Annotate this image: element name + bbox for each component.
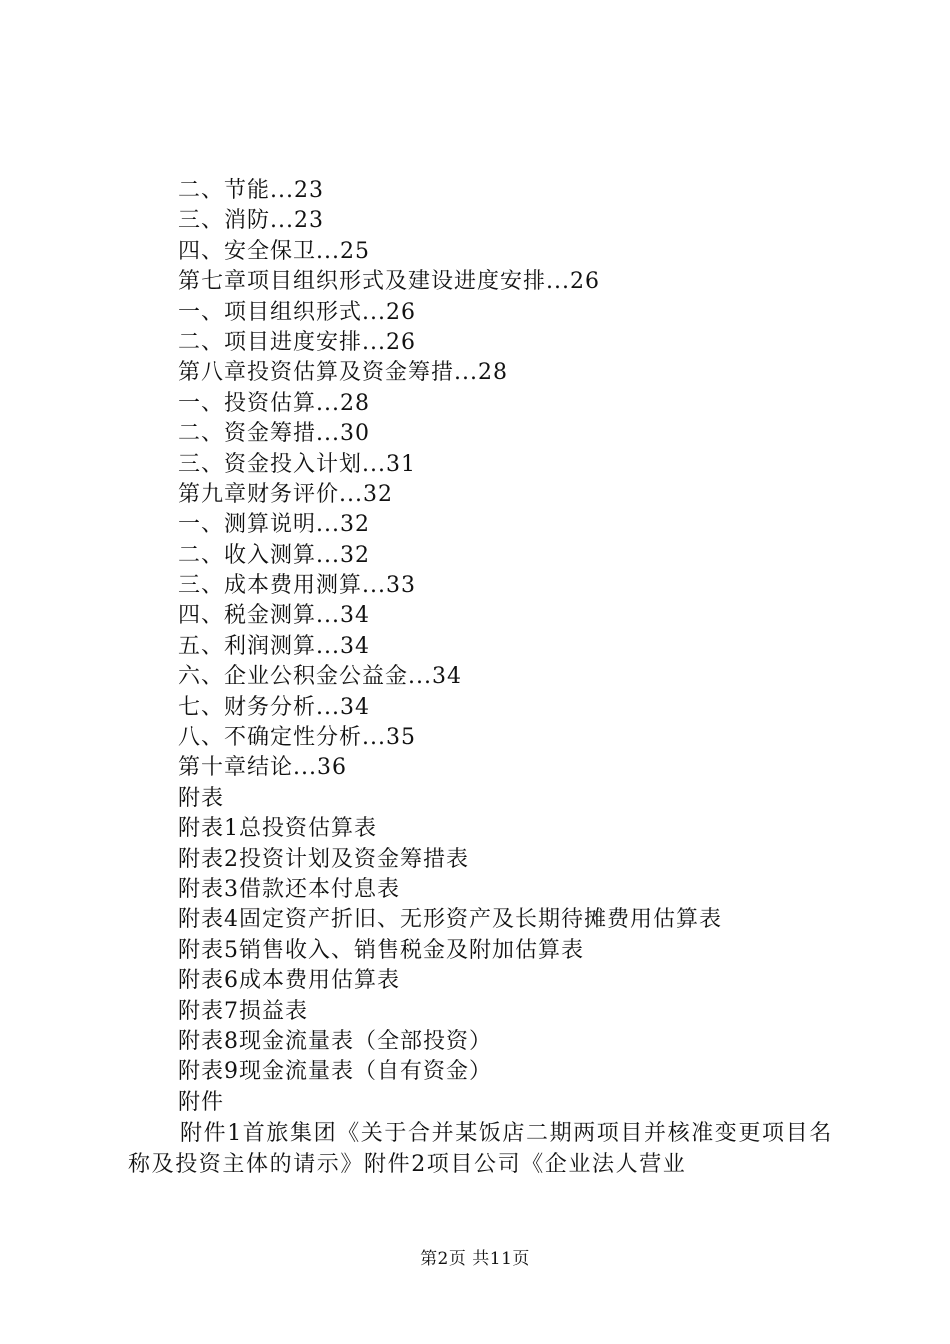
toc-item: 二、收入测算...32	[178, 542, 370, 568]
toc-item: 三、成本费用测算...33	[178, 573, 416, 599]
toc-item: 二、节能...23	[178, 178, 324, 203]
toc-item: 附件	[178, 1089, 225, 1115]
toc-item: 四、安全保卫...25	[178, 238, 370, 264]
toc-item: 附表1总投资估算表	[178, 816, 377, 842]
attachment-paragraph: 附件1首旅集团《关于合并某饭店二期两项目并核准变更项目名称及投资主体的请示》附件2项目公司《企业法人营业	[128, 1121, 833, 1177]
toc-item: 八、不确定性分析...35	[178, 725, 416, 751]
toc-item: 五、利润测算...34	[178, 633, 370, 659]
toc-item: 附表9现金流量表（自有资金）	[178, 1059, 492, 1085]
toc-item: 一、投资估算...28	[178, 390, 370, 416]
toc-item: 附表2投资计划及资金筹措表	[178, 846, 469, 872]
toc-item: 附表3借款还本付息表	[178, 876, 400, 902]
toc-item: 四、税金测算...34	[178, 603, 370, 629]
toc-item: 第八章投资估算及资金筹措...28	[178, 360, 508, 386]
toc-item: 附表7损益表	[178, 998, 308, 1024]
toc-item: 一、测算说明...32	[178, 512, 370, 538]
toc-item: 第十章结论...36	[178, 755, 347, 781]
toc-item: 三、资金投入计划...31	[178, 451, 416, 477]
toc-item: 附表6成本费用估算表	[178, 968, 400, 994]
toc-item: 一、项目组织形式...26	[178, 299, 416, 325]
toc-item: 附表5销售收入、销售税金及附加估算表	[178, 937, 584, 963]
toc-item: 二、项目进度安排...26	[178, 329, 416, 355]
toc-item: 第七章项目组织形式及建设进度安排...26	[178, 269, 600, 295]
toc-item: 二、资金筹措...30	[178, 421, 370, 447]
toc-item: 附表4固定资产折旧、无形资产及长期待摊费用估算表	[178, 907, 722, 933]
toc-item: 第九章财务评价...32	[178, 481, 393, 507]
page-footer: 第2页 共11页	[420, 1249, 530, 1269]
toc-item: 三、消防...23	[178, 208, 324, 234]
toc-item: 七、财务分析...34	[178, 694, 370, 720]
toc-item: 附表8现金流量表（全部投资）	[178, 1028, 492, 1054]
toc-item: 六、企业公积金公益金...34	[178, 664, 462, 690]
toc-item: 附表	[178, 785, 225, 811]
table-of-contents	[178, 176, 878, 1118]
